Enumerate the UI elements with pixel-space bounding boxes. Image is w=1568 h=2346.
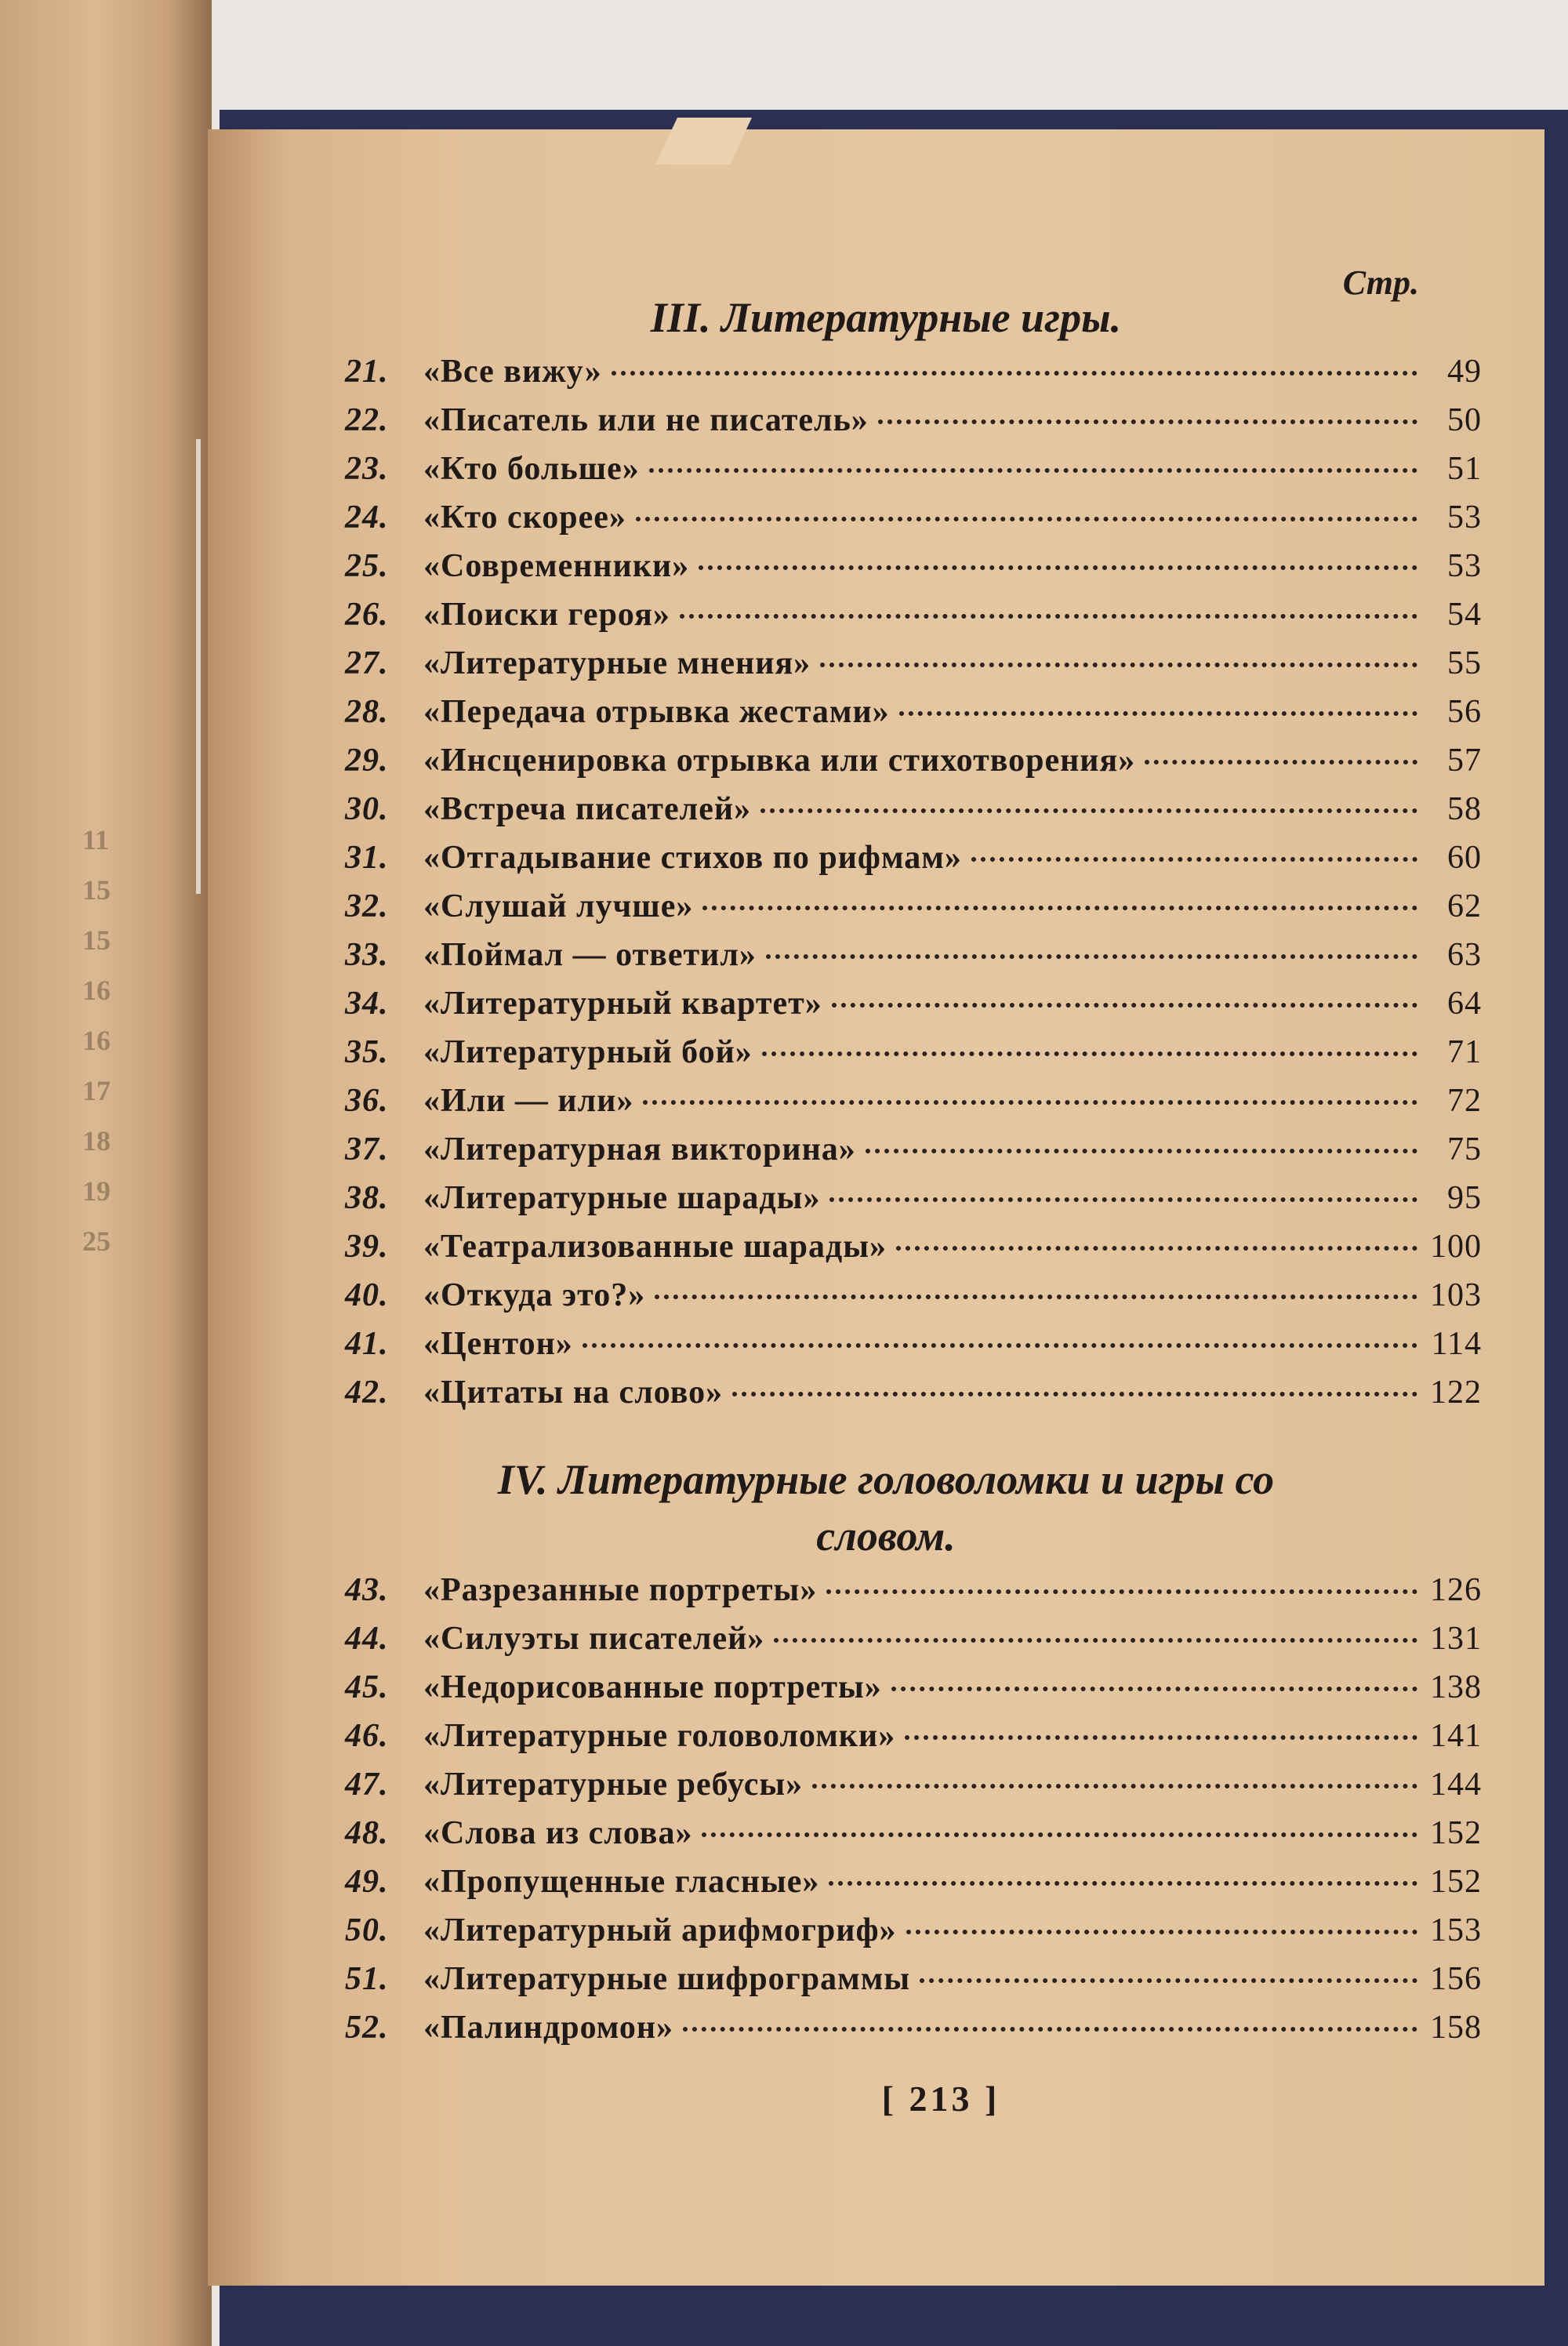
toc-leader-dots <box>1145 760 1417 764</box>
toc-entry-number: 22. <box>345 402 389 438</box>
toc-entry-number: 45. <box>345 1669 389 1705</box>
toc-entry-number: 23. <box>345 451 389 487</box>
toc-entry-title: «Кто больше» <box>423 451 640 487</box>
toc-entry-page: 144 <box>1430 1767 1482 1803</box>
toc-entry-page: 138 <box>1430 1669 1482 1705</box>
left-page-mark: 15 <box>82 924 111 956</box>
toc-entry <box>345 1766 1482 1813</box>
toc-leader-dots <box>774 1638 1417 1643</box>
toc-leader-dots <box>702 1832 1417 1837</box>
toc-entry-page: 126 <box>1430 1572 1482 1608</box>
toc-entry-title: «Разрезанные портреты» <box>423 1572 818 1608</box>
toc-leader-dots <box>826 1589 1417 1594</box>
toc-entry <box>345 1669 1482 1716</box>
toc-entry-title: «Встреча писателей» <box>423 791 752 827</box>
toc-entry-number: 40. <box>345 1277 389 1313</box>
toc-entry-title: «Отгадывание стихов по рифмам» <box>423 840 962 876</box>
toc-entry-title: «Литературные шарады» <box>423 1180 821 1216</box>
toc-entry-number: 39. <box>345 1229 389 1265</box>
toc-entry <box>345 1863 1482 1910</box>
toc-entry-title: «Пропущенные гласные» <box>423 1864 820 1900</box>
toc-entry-title: «Поиски героя» <box>423 597 670 633</box>
toc-entry-title: «Кто скорее» <box>423 499 626 536</box>
toc-entry <box>345 1228 1482 1275</box>
toc-entry-page: 64 <box>1447 986 1482 1022</box>
toc-leader-dots <box>905 1735 1417 1740</box>
left-page-mark: 18 <box>82 1125 111 1157</box>
toc-leader-dots <box>766 954 1417 959</box>
toc-entry-page: 63 <box>1447 937 1482 973</box>
toc-entry-title: «Литературный квартет» <box>423 986 822 1022</box>
toc-entry-number: 44. <box>345 1621 389 1657</box>
section-title: IV. Литературные головоломки и игры со <box>497 1456 1275 1503</box>
toc-entry <box>345 1082 1482 1129</box>
toc-leader-dots <box>971 857 1417 862</box>
toc-entry-number: 35. <box>345 1034 389 1070</box>
toc-entry-number: 34. <box>345 986 389 1022</box>
toc-leader-dots <box>866 1149 1417 1153</box>
toc-entry <box>345 401 1482 448</box>
toc-leader-dots <box>702 906 1417 910</box>
toc-entry <box>345 1620 1482 1667</box>
section-title: словом. <box>816 1513 956 1560</box>
toc-entry <box>345 1960 1482 2007</box>
toc-entry-page: 153 <box>1430 1912 1482 1948</box>
toc-entry-page: 152 <box>1430 1815 1482 1851</box>
toc-entry <box>345 936 1482 983</box>
toc-entry-page: 72 <box>1447 1083 1482 1119</box>
toc-entry-title: «Недорисованные портреты» <box>423 1669 882 1705</box>
toc-entry-title: «Передача отрывка жестами» <box>423 694 890 730</box>
toc-entry-number: 50. <box>345 1912 389 1948</box>
toc-entry-number: 21. <box>345 354 389 390</box>
section-title: III. Литературные игры. <box>650 294 1122 341</box>
toc-entry <box>345 742 1482 789</box>
toc-entry-title: «Силуэты писателей» <box>423 1621 765 1657</box>
toc-entry-number: 32. <box>345 888 389 924</box>
toc-entry <box>345 450 1482 497</box>
toc-leader-dots <box>643 1100 1417 1105</box>
toc-entry-number: 48. <box>345 1815 389 1851</box>
toc-entry <box>345 1131 1482 1178</box>
left-page-mark: 15 <box>82 874 111 906</box>
left-page-mark: 16 <box>82 975 111 1006</box>
toc-leader-dots <box>636 517 1417 521</box>
toc-entry-number: 46. <box>345 1718 389 1754</box>
toc-leader-dots <box>896 1246 1417 1251</box>
toc-entry-number: 30. <box>345 791 389 827</box>
toc-leader-dots <box>920 1978 1417 1983</box>
toc-entry-page: 71 <box>1447 1034 1482 1070</box>
toc-entry-number: 38. <box>345 1180 389 1216</box>
toc-entry <box>345 839 1482 886</box>
toc-entry-page: 156 <box>1430 1961 1482 1997</box>
toc-leader-dots <box>899 711 1417 716</box>
toc-entry-page: 49 <box>1447 354 1482 390</box>
toc-entry <box>345 645 1482 692</box>
toc-entry-title: «Палиндромон» <box>423 2010 674 2046</box>
toc-leader-dots <box>829 1197 1417 1202</box>
toc-entry <box>345 1717 1482 1764</box>
left-page-mark: 11 <box>82 824 110 855</box>
toc-entry-number: 36. <box>345 1083 389 1119</box>
toc-leader-dots <box>680 614 1417 619</box>
toc-entry <box>345 985 1482 1032</box>
left-page-mark: 25 <box>82 1226 111 1257</box>
toc-entry-page: 51 <box>1447 451 1482 487</box>
toc-entry <box>345 547 1482 594</box>
toc-leader-dots <box>820 663 1417 667</box>
toc-entry-page: 60 <box>1447 840 1482 876</box>
toc-entry-title: «Литературные мнения» <box>423 645 811 681</box>
toc-entry <box>345 1571 1482 1618</box>
toc-entry-title: «Слова из слова» <box>423 1815 693 1851</box>
toc-entry-title: «Инсценировка отрывка или стихотворения» <box>423 743 1136 779</box>
toc-entry-page: 152 <box>1430 1864 1482 1900</box>
toc-entry-title: «Откуда это?» <box>423 1277 646 1313</box>
toc-entry <box>345 353 1482 400</box>
toc-entry <box>345 790 1482 837</box>
toc-entry-number: 29. <box>345 743 389 779</box>
toc-leader-dots <box>891 1687 1417 1691</box>
toc-entry-page: 50 <box>1447 402 1482 438</box>
toc-entry-title: «Поймал — ответил» <box>423 937 757 973</box>
toc-entry-title: «Слушай лучше» <box>423 888 694 924</box>
page-number: [ 213 ] <box>881 2079 1000 2119</box>
toc-entry-page: 95 <box>1447 1180 1482 1216</box>
toc-entry <box>345 1912 1482 1959</box>
toc-leader-dots <box>583 1343 1417 1348</box>
toc-entry <box>345 1325 1482 1372</box>
toc-entry <box>345 1033 1482 1080</box>
toc-entry-number: 28. <box>345 694 389 730</box>
toc-entry-number: 41. <box>345 1326 389 1362</box>
toc-leader-dots <box>812 1784 1417 1789</box>
toc-entry-number: 43. <box>345 1572 389 1608</box>
toc-entry-title: «Все вижу» <box>423 354 602 390</box>
toc-entry-number: 37. <box>345 1131 389 1168</box>
left-page-mark: 16 <box>82 1025 111 1056</box>
toc-entry <box>345 596 1482 643</box>
toc-entry <box>345 888 1482 935</box>
toc-entry-page: 122 <box>1430 1375 1482 1411</box>
toc-entry-title: «Современники» <box>423 548 690 584</box>
toc-entry-title: «Цитаты на слово» <box>423 1375 724 1411</box>
toc-entry-page: 53 <box>1447 499 1482 536</box>
toc-leader-dots <box>762 1051 1417 1056</box>
toc-entry-title: «Театрализованные шарады» <box>423 1229 887 1265</box>
toc-entry-page: 141 <box>1430 1718 1482 1754</box>
toc-leader-dots <box>699 565 1417 570</box>
toc-entry-page: 55 <box>1447 645 1482 681</box>
toc-entry-number: 25. <box>345 548 389 584</box>
toc-leader-dots <box>878 419 1417 424</box>
toc-entry-page: 75 <box>1447 1131 1482 1168</box>
toc-entry-page: 56 <box>1447 694 1482 730</box>
toc-entry-number: 33. <box>345 937 389 973</box>
toc-entry <box>345 499 1482 546</box>
toc-leader-dots <box>732 1392 1417 1396</box>
toc-entry-number: 49. <box>345 1864 389 1900</box>
left-page-mark: 17 <box>82 1075 111 1106</box>
toc-entry-number: 24. <box>345 499 389 536</box>
toc-entry-page: 57 <box>1447 743 1482 779</box>
toc-entry-page: 103 <box>1430 1277 1482 1313</box>
toc-entry-page: 62 <box>1447 888 1482 924</box>
toc-entry-page: 100 <box>1430 1229 1482 1265</box>
toc-leader-dots <box>649 468 1417 473</box>
toc-leader-dots <box>829 1881 1417 1886</box>
toc-leader-dots <box>832 1003 1417 1008</box>
left-page-mark: 19 <box>82 1175 111 1207</box>
toc-entry-number: 42. <box>345 1375 389 1411</box>
toc-leader-dots <box>655 1295 1417 1299</box>
toc-entry-title: «Центон» <box>423 1326 573 1362</box>
toc-entry-page: 58 <box>1447 791 1482 827</box>
toc-entry-number: 51. <box>345 1961 389 1997</box>
toc-entry-title: «Литературный бой» <box>423 1034 753 1070</box>
toc-entry <box>345 693 1482 740</box>
page-column-header: Стр. <box>1342 263 1419 302</box>
toc-entry-number: 52. <box>345 2010 389 2046</box>
toc-leader-dots <box>683 2027 1417 2032</box>
toc-entry-page: 54 <box>1447 597 1482 633</box>
toc-entry-title: «Или — или» <box>423 1083 634 1119</box>
toc-entry-page: 131 <box>1430 1621 1482 1657</box>
toc-entry-title: «Литературный арифмогриф» <box>423 1912 897 1948</box>
toc-leader-dots <box>760 808 1417 813</box>
toc-entry <box>345 1276 1482 1324</box>
toc-leader-dots <box>612 371 1417 376</box>
toc-entry-page: 53 <box>1447 548 1482 584</box>
toc-leader-dots <box>906 1930 1417 1934</box>
toc-entry-title: «Литературная викторина» <box>423 1131 856 1168</box>
toc-entry-title: «Писатель или не писатель» <box>423 402 869 438</box>
toc-entry-title: «Литературные головоломки» <box>423 1718 896 1754</box>
toc-entry-page: 114 <box>1431 1326 1482 1362</box>
toc-entry <box>345 1814 1482 1861</box>
toc-entry-page: 158 <box>1430 2010 1482 2046</box>
toc-entry <box>345 2009 1482 2056</box>
toc-entry-title: «Литературные шифрограммы <box>423 1961 911 1997</box>
toc-entry-title: «Литературные ребусы» <box>423 1767 804 1803</box>
toc-entry-number: 26. <box>345 597 389 633</box>
toc-entry-number: 27. <box>345 645 389 681</box>
toc-entry <box>345 1374 1482 1421</box>
toc-entry-number: 31. <box>345 840 389 876</box>
toc-entry-number: 47. <box>345 1767 389 1803</box>
toc-entry <box>345 1179 1482 1226</box>
